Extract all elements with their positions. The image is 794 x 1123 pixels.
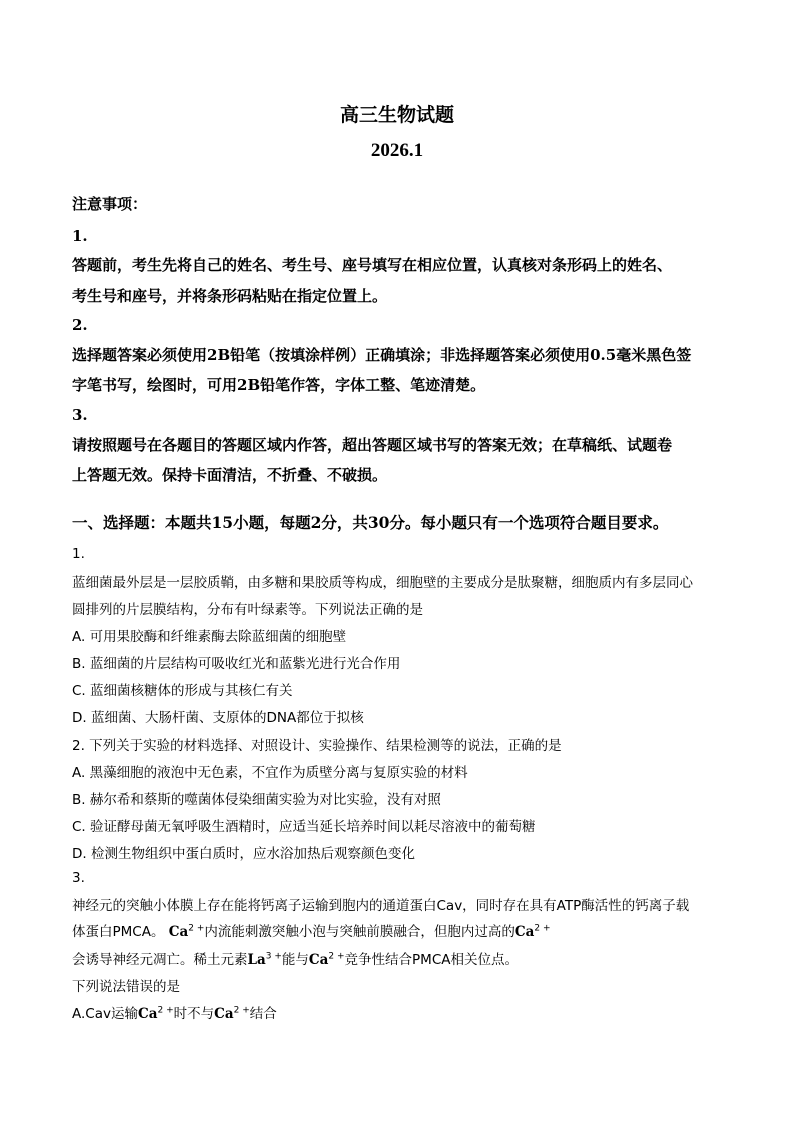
notice-item-2-line-1: 选择题答案必须使用2B铅笔（按填涂样例）正确填涂；非选择题答案必须使用0.5毫米黑色签: [72, 346, 692, 364]
notice-item-1-line-1: 答题前，考生先将自己的姓名、考生号、座号填写在相应位置，认真核对条形码上的姓名、: [72, 256, 673, 274]
q3-option-a: [72, 1002, 277, 1022]
q3-text: 能与: [281, 952, 309, 968]
ion-symbol: Ca: [514, 924, 535, 940]
q3-text: 结合: [249, 1006, 277, 1022]
notice-item-1-line-2: 考生号和座号，并将条形码粘贴在指定位置上。: [72, 287, 388, 305]
ion-charge: 2 +: [534, 923, 551, 934]
q3-text: 时不与: [173, 1006, 215, 1022]
q2-stem: 2. 下列关于实验的材料选择、对照设计、实验操作、结果检测等的说法，正确的是: [72, 738, 562, 754]
q3-text: 会诱导神经元凋亡。稀土元素: [72, 952, 248, 968]
notice-heading: 注意事项：: [72, 195, 148, 213]
exam-date: 2026.1: [370, 140, 424, 161]
ion-symbol: Ca: [137, 1006, 158, 1022]
q2-option-b: B. 赫尔希和蔡斯的噬菌体侵染细菌实验为对比实验，没有对照: [72, 792, 441, 808]
section-title: 一、选择题：本题共15小题，每题2分，共30分。每小题只有一个选项符合题目要求。: [72, 513, 669, 532]
q3-stem-line-1: 神经元的突触小体膜上存在能将钙离子运输到胞内的通道蛋白Cav，同时存在具有ATP酶活性的钙离子载: [72, 898, 690, 914]
q1-stem-line-1: 蓝细菌最外层是一层胶质鞘，由多糖和果胶质等构成，细胞壁的主要成分是肽聚糖，细胞质内有多层同心: [72, 575, 693, 591]
ion-symbol: Ca: [308, 952, 329, 968]
notice-item-3-num: 3.: [72, 406, 88, 424]
q1-option-d: D. 蓝细菌、大肠杆菌、支原体的DNA都位于拟核: [72, 710, 364, 726]
q1-option-c: C. 蓝细菌核糖体的形成与其核仁有关: [72, 683, 293, 699]
ion-symbol: Ca: [168, 924, 189, 940]
q3-text: 体蛋白PMCA。: [72, 924, 165, 940]
q2-option-d: D. 检测生物组织中蛋白质时，应水浴加热后观察颜色变化: [72, 846, 415, 862]
q2-option-a: A. 黑藻细胞的液泡中无色素，不宜作为质壁分离与复原实验的材料: [72, 765, 468, 781]
ion-charge: 2 +: [157, 1005, 174, 1016]
q1-option-a: A. 可用果胶酶和纤维素酶去除蓝细菌的细胞壁: [72, 629, 347, 645]
exam-title: 高三生物试题: [339, 104, 454, 126]
notice-item-2-line-2: 字笔书写，绘图时，可用2B铅笔作答，字体工整、笔迹清楚。: [72, 376, 486, 394]
ion-charge: 2 +: [188, 923, 205, 934]
q1-option-b: B. 蓝细菌的片层结构可吸收红光和蓝紫光进行光合作用: [72, 656, 401, 672]
ion-charge: 3 +: [265, 951, 282, 962]
ion-symbol: La: [247, 952, 266, 968]
notice-item-2-num: 2.: [72, 316, 88, 334]
q1-stem-line-2: 圆排列的片层膜结构，分布有叶绿素等。下列说法正确的是: [72, 602, 423, 618]
q3-stem-line-4: 下列说法错误的是: [72, 979, 180, 995]
q3-text: 竞争性结合PMCA相关位点。: [344, 952, 518, 968]
q1-number: 1.: [72, 546, 85, 562]
ion-charge: 2 +: [233, 1005, 250, 1016]
ion-symbol: Ca: [214, 1006, 234, 1022]
q3-stem-line-2: [72, 920, 551, 940]
ion-charge: 2 +: [328, 951, 345, 962]
notice-item-1-num: 1.: [72, 227, 88, 245]
q3-stem-line-3: [72, 948, 518, 968]
notice-item-3-line-2: 上答题无效。保持卡面清洁，不折叠、不破损。: [72, 466, 388, 484]
q2-option-c: C. 验证酵母菌无氧呼吸生酒精时，应适当延长培养时间以耗尽溶液中的葡萄糖: [72, 819, 536, 835]
q3-text: A.Cav运输: [72, 1006, 138, 1022]
notice-item-3-line-1: 请按照题号在各题目的答题区域内作答，超出答题区域书写的答案无效；在草稿纸、试题卷: [72, 436, 673, 454]
q3-number: 3.: [72, 870, 85, 886]
q3-text: 内流能刺激突触小泡与突触前膜融合，但胞内过高的: [204, 924, 515, 940]
